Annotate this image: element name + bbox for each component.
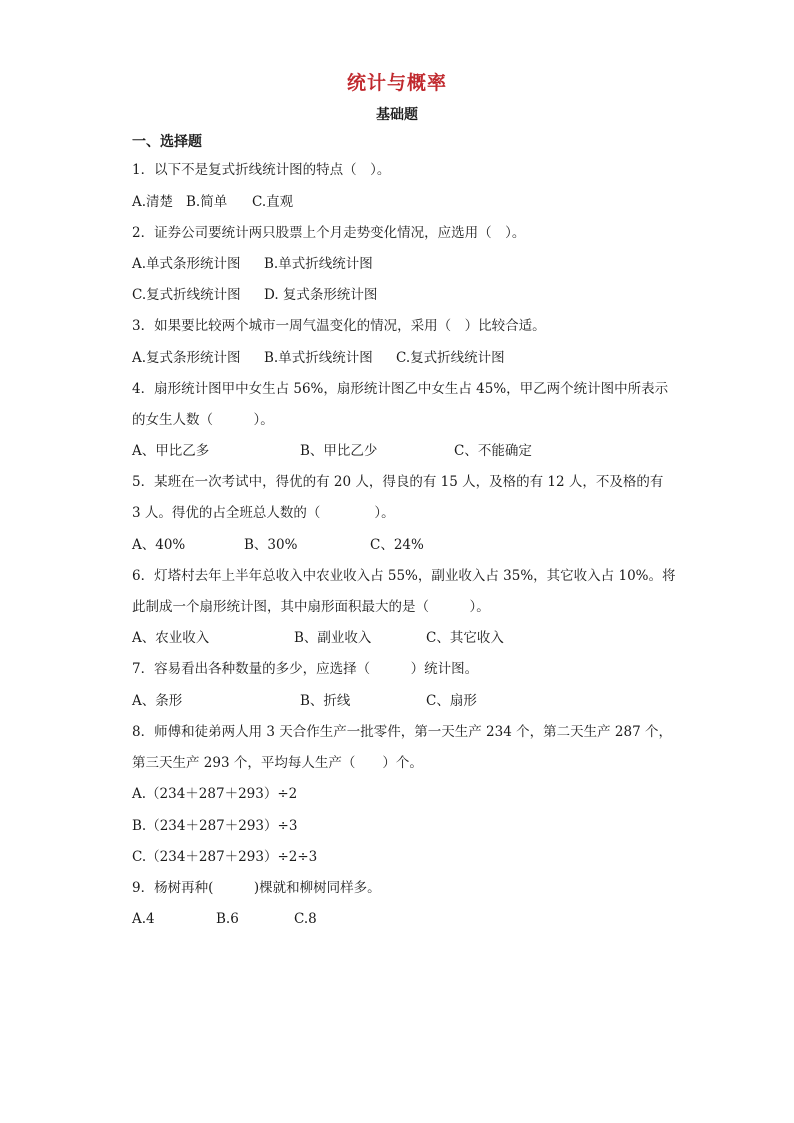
- option: B.简单: [186, 194, 228, 210]
- question-stem: 2．证券公司要统计两只股票上个月走势变化情况，应选用（ ）。: [132, 225, 526, 241]
- option: C、扇形: [426, 693, 477, 709]
- option: B、30%: [244, 537, 298, 553]
- option-row: [132, 441, 532, 461]
- option: B.单式折线统计图: [264, 256, 373, 272]
- option: A.复式条形统计图: [132, 350, 241, 366]
- page-subtitle: 基础题: [376, 107, 418, 123]
- option: A、甲比乙多: [132, 443, 210, 459]
- page-title: 统计与概率: [346, 72, 447, 94]
- option-row: [132, 628, 504, 648]
- option-row: [132, 691, 477, 711]
- option: A、40%: [132, 537, 186, 553]
- option-row: [132, 192, 293, 212]
- question-stem: 此制成一个扇形统计图，其中扇形面积最大的是（ ）。: [132, 599, 490, 615]
- option: C.直观: [252, 194, 294, 210]
- option: C、其它收入: [426, 630, 504, 646]
- question-stem: 9．杨树再种( )棵就和柳树同样多。: [132, 880, 381, 896]
- option-row: [132, 348, 505, 368]
- option: A.单式条形统计图: [132, 256, 241, 272]
- option: C.（234＋287＋293）÷2÷3: [132, 849, 318, 865]
- option: D. 复式条形统计图: [264, 287, 378, 303]
- option-row: [132, 535, 424, 555]
- option: A、条形: [132, 693, 183, 709]
- section-heading: 一、选择题: [132, 134, 202, 150]
- option: C.复式折线统计图: [396, 350, 505, 366]
- option: C、不能确定: [454, 443, 532, 459]
- option: B.6: [216, 911, 239, 927]
- question-stem: 4．扇形统计图甲中女生占 56%，扇形统计图乙中女生占 45%，甲乙两个统计图中所表示: [132, 381, 669, 397]
- option: C.复式折线统计图: [132, 287, 241, 303]
- question-stem: 8．师傅和徒弟两人用 3 天合作生产一批零件，第一天生产 234 个，第二天生产 287 个，: [132, 724, 672, 740]
- question-stem: 6．灯塔村去年上半年总收入中农业收入占 55%，副业收入占 35%，其它收入占 10%。将: [132, 568, 676, 584]
- question-stem: 7．容易看出各种数量的多少，应选择（ ）统计图。: [132, 661, 479, 677]
- option-row: [132, 847, 317, 867]
- option-row: [132, 816, 297, 836]
- question-stem: 的女生人数（ ）。: [132, 412, 274, 428]
- option-row: [132, 254, 373, 274]
- question-stem: 1．以下不是复式折线统计图的特点（ ）。: [132, 162, 391, 178]
- question-stem: 3 人。得优的占全班总人数的（ ）。: [132, 505, 395, 521]
- option: B.单式折线统计图: [264, 350, 373, 366]
- question-stem: 3．如果要比较两个城市一周气温变化的情况，采用（ ）比较合适。: [132, 318, 546, 334]
- option: B.（234＋287＋293）÷3: [132, 818, 298, 834]
- question-stem: 第三天生产 293 个，平均每人生产（ ）个。: [132, 755, 423, 771]
- option: A.4: [132, 911, 155, 927]
- option: A.清楚: [132, 194, 174, 210]
- option-row: [132, 285, 377, 305]
- option: B、副业收入: [294, 630, 372, 646]
- option-row: [132, 909, 317, 929]
- option: A.（234＋287＋293）÷2: [132, 786, 298, 802]
- option: B、甲比乙少: [300, 443, 378, 459]
- option-row: [132, 784, 297, 804]
- question-stem: 5．某班在一次考试中，得优的有 20 人，得良的有 15 人，及格的有 12 人，不及格的有: [132, 474, 664, 490]
- option: C.8: [294, 911, 317, 927]
- option: C、24%: [370, 537, 424, 553]
- option: A、农业收入: [132, 630, 210, 646]
- option: B、折线: [300, 693, 351, 709]
